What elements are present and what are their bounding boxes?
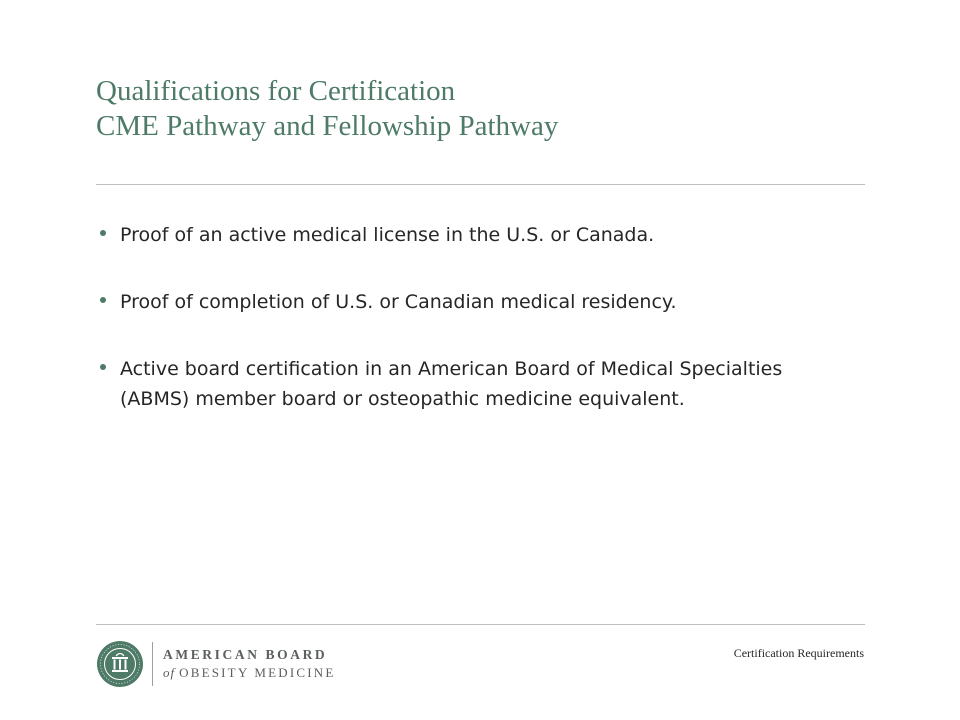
bullet-dot-icon (100, 364, 106, 370)
footer-divider (96, 624, 865, 625)
footer-caption: Certification Requirements (733, 646, 864, 660)
logo-line-2 (163, 664, 336, 682)
logo-wordmark (163, 646, 336, 682)
title-line-2: CME Pathway and Fellowship Pathway (96, 110, 559, 142)
bullet-item-board-certification (96, 354, 816, 414)
logo-prefix: of (163, 665, 176, 680)
slide-title (96, 74, 866, 144)
bullet-dot-icon (100, 297, 106, 303)
title-divider (96, 184, 865, 185)
title-line-1: Qualifications for Certification (96, 75, 456, 107)
footer-logo (96, 636, 336, 692)
seal-logo-icon (96, 640, 144, 688)
logo-line-1: AMERICAN BOARD (163, 647, 328, 662)
bullet-text: Proof of an active medical license in the U.S. or Canada. (120, 224, 655, 246)
bullet-text: Proof of completion of U.S. or Canadian medical residency. (120, 291, 677, 313)
bullet-item-license (96, 220, 816, 250)
bullet-list (96, 220, 816, 451)
bullet-dot-icon (100, 230, 106, 236)
logo-divider (152, 642, 153, 686)
logo-line-2-text: OBESITY MEDICINE (179, 665, 336, 680)
bullet-item-residency (96, 287, 816, 317)
bullet-text: Active board certification in an American Board of Medical Specialties (ABMS) member board or osteopathic medicine equivalent. (120, 358, 783, 410)
